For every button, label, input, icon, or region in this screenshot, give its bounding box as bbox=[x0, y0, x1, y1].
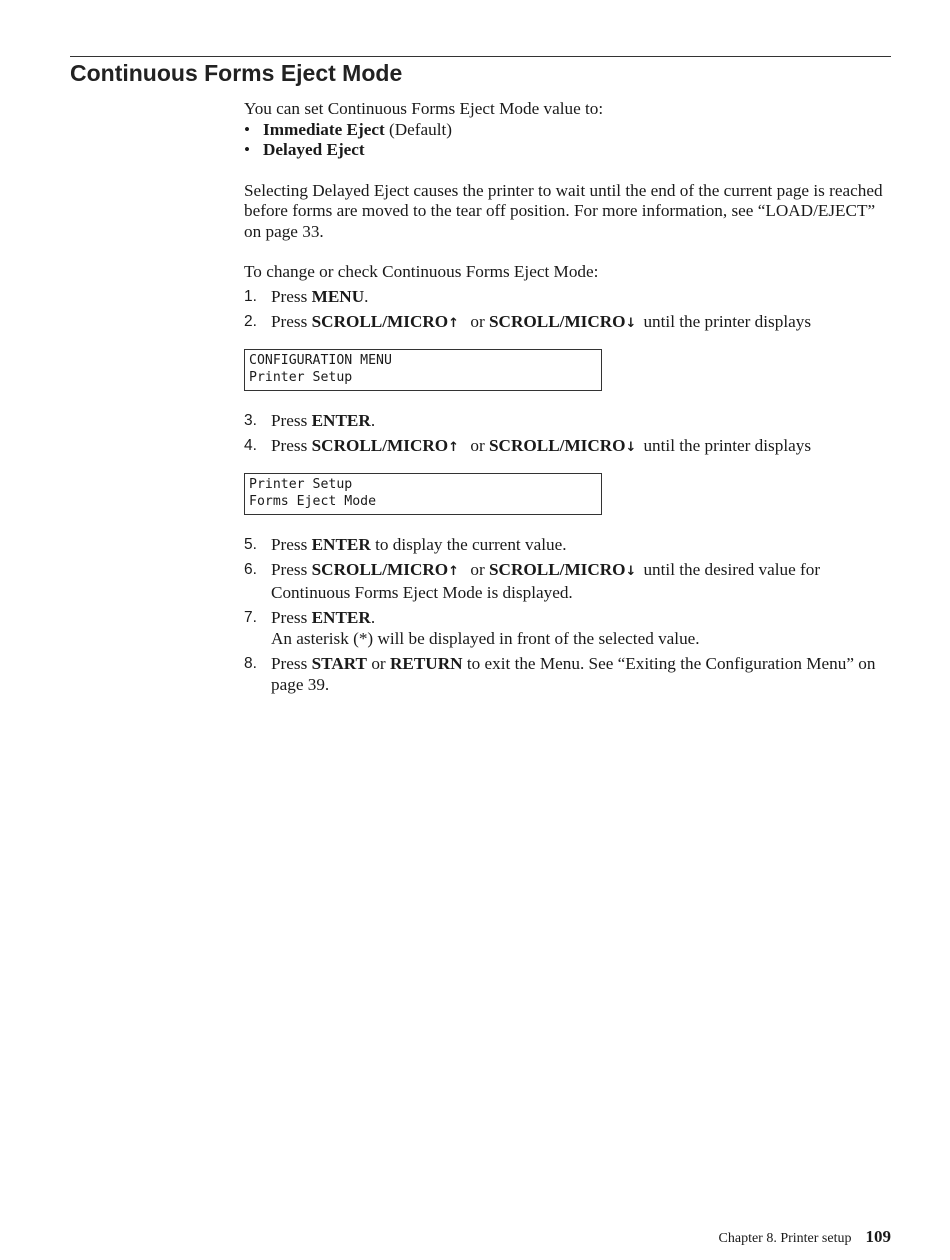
bullet-icon: • bbox=[244, 140, 251, 159]
step-6: 6. Press SCROLL/MICRO↑ or SCROLL/MICRO↓ until the desired value for Continuous Forms Eject Mode is displayed. bbox=[244, 560, 821, 602]
intro-text: You can set Continuous Forms Eject Mode value to: bbox=[244, 99, 604, 118]
list-item: • Delayed Eject bbox=[244, 140, 365, 159]
down-arrow-icon: ↓ bbox=[625, 316, 637, 331]
change-instructions-text: To change or check Continuous Forms Eject Mode: bbox=[244, 262, 599, 281]
chapter-label: Chapter 8. Printer setup bbox=[718, 1231, 852, 1246]
step-3: 3. Press ENTER. bbox=[244, 410, 376, 430]
main-content bbox=[244, 99, 889, 695]
list-item: • Immediate Eject (Default) bbox=[244, 119, 452, 139]
bullet-icon: • bbox=[244, 119, 251, 139]
step-8: 8. Press START or RETURN to exit the Menu. See “Exiting the Configuration Menu” on page 39. bbox=[244, 654, 876, 694]
page-footer bbox=[719, 1227, 891, 1247]
up-arrow-icon: ↑ bbox=[448, 316, 460, 331]
up-arrow-icon: ↑ bbox=[448, 564, 460, 579]
page-number: 109 bbox=[865, 1227, 891, 1246]
down-arrow-icon: ↓ bbox=[625, 440, 637, 455]
asterisk-note: An asterisk (*) will be displayed in front of the selected value. bbox=[271, 628, 700, 648]
step-2: 2. Press SCROLL/MICRO↑ or SCROLL/MICRO↓ until the printer displays bbox=[244, 312, 812, 331]
step-5: 5. Press ENTER to display the current value. bbox=[244, 534, 567, 554]
step-1: 1. Press MENU. bbox=[244, 286, 369, 306]
up-arrow-icon: ↑ bbox=[448, 440, 460, 455]
step-4: 4. Press SCROLL/MICRO↑ or SCROLL/MICRO↓ until the printer displays bbox=[244, 436, 812, 455]
printer-display: CONFIGURATION MENU Printer Setup bbox=[244, 349, 602, 391]
page-title: Continuous Forms Eject Mode bbox=[70, 60, 403, 86]
printer-display: Printer Setup Forms Eject Mode bbox=[244, 473, 602, 515]
delayed-eject-paragraph: Selecting Delayed Eject causes the printer to wait until the end of the current page is reached before forms are moved to the tear off position. For more information, see “LOAD/EJECT” on page 33. bbox=[244, 180, 883, 241]
header-rule bbox=[70, 56, 891, 57]
step-7: 7. Press ENTER. bbox=[244, 608, 376, 627]
down-arrow-icon: ↓ bbox=[625, 564, 637, 579]
eject-options-list bbox=[244, 120, 889, 161]
